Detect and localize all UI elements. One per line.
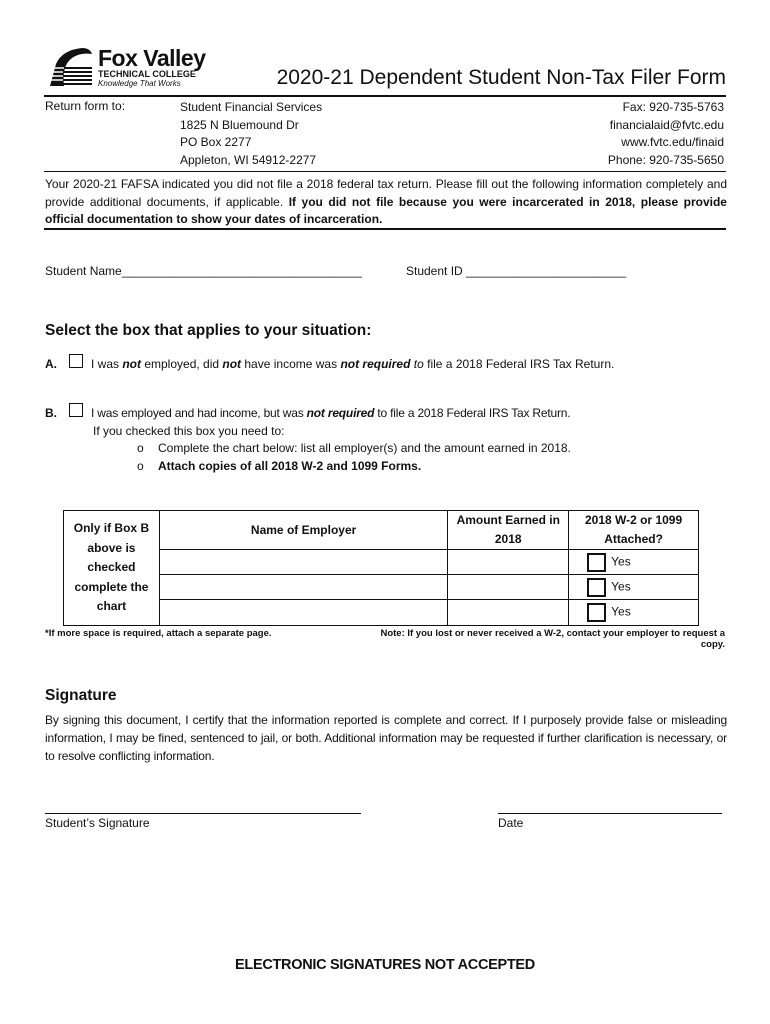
student-name-field[interactable]: Student Name____________________________________ xyxy=(45,264,362,278)
w2-attached-cell xyxy=(569,600,699,626)
header-amount xyxy=(448,511,569,550)
option-a-text-part: I was xyxy=(91,357,123,371)
student-id-field[interactable]: Student ID ________________________ xyxy=(406,264,627,278)
bullet-icon: o xyxy=(137,441,144,455)
employer-chart xyxy=(63,510,699,626)
header-divider xyxy=(44,95,726,97)
yes-label: Yes xyxy=(611,554,631,569)
intro-text: Your 2020-21 FAFSA indicated you did not file a 2018 federal tax return. Please fill out the following information completely and provide additional documents, if applicable. xyxy=(45,177,727,209)
header-amount-line: Amount Earned in xyxy=(456,513,560,527)
amount-earned-cell[interactable] xyxy=(448,550,569,575)
option-a-text-part: have income was xyxy=(241,357,341,371)
student-signature-label: Student’s Signature xyxy=(45,816,150,830)
chart-side-label xyxy=(64,511,160,626)
side-label-line: checked xyxy=(87,560,136,575)
side-label-line: Only if Box B xyxy=(73,521,150,536)
option-a-emphasis: not required xyxy=(340,357,411,371)
side-label-line: chart xyxy=(96,599,127,614)
signature-heading: Signature xyxy=(45,687,117,704)
yes-checkbox[interactable] xyxy=(587,553,606,572)
address-line: Appleton, WI 54912-2277 xyxy=(180,152,317,167)
fax-number: Fax: 920-735-5763 xyxy=(622,100,724,114)
side-label-line: above is xyxy=(87,540,136,555)
employer-name-cell[interactable] xyxy=(159,600,447,626)
address-line: 1825 N Bluemound Dr xyxy=(180,117,299,132)
option-a-checkbox[interactable] xyxy=(69,354,83,368)
yes-label: Yes xyxy=(611,579,631,594)
select-heading: Select the box that applies to your situation: xyxy=(45,322,372,339)
contact-info xyxy=(526,99,724,169)
date-line[interactable] xyxy=(498,813,722,814)
logo-tagline: Knowledge That Works xyxy=(98,79,181,88)
logo-subtitle: TECHNICAL COLLEGE xyxy=(98,69,196,79)
intro-paragraph xyxy=(45,176,727,229)
instruction-item: Complete the chart below: list all employer(s) and the amount earned in 2018. xyxy=(158,441,571,455)
yes-checkbox[interactable] xyxy=(587,603,606,622)
signature-text: By signing this document, I certify that the information reported is complete and correct. If I purposely provide false or misleading information, I may be fined, sentenced to jail, or both. Additional information may be requested if further clarification is necessary, or to resolve conflicting information. xyxy=(45,713,727,763)
instruction-item: Attach copies of all 2018 W-2 and 1099 Forms. xyxy=(158,459,422,473)
student-signature-line[interactable] xyxy=(45,813,361,814)
address-line: PO Box 2277 xyxy=(180,135,252,149)
w2-attached-cell xyxy=(569,550,699,575)
website: www.fvtc.edu/finaid xyxy=(621,135,724,149)
option-b-letter: B. xyxy=(45,406,57,420)
logo-name: Fox Valley xyxy=(98,45,206,71)
return-label: Return form to: xyxy=(45,99,126,113)
option-b-emphasis: not required xyxy=(306,406,375,420)
option-a-italic: to xyxy=(410,357,424,371)
footnote-space: *If more space is required, attach a separate page. xyxy=(45,628,272,639)
address-line: Student Financial Services xyxy=(180,100,323,114)
option-a-text-part: file a 2018 Federal IRS Tax Return. xyxy=(423,357,615,371)
address-divider xyxy=(44,171,726,172)
option-b-instruction: If you checked this box you need to: xyxy=(93,424,285,438)
option-a-text-part: employed, did xyxy=(141,357,223,371)
option-b-text-part: I was employed and had income, but was xyxy=(91,406,307,420)
option-b-checkbox[interactable] xyxy=(69,403,83,417)
option-a-text xyxy=(91,357,614,371)
option-a-letter: A. xyxy=(45,357,57,371)
header-amount-line: 2018 xyxy=(494,532,522,546)
employer-name-cell[interactable] xyxy=(159,575,447,600)
header-w2 xyxy=(569,511,699,550)
email-address: financialaid@fvtc.edu xyxy=(609,117,724,132)
header-w2-line: Attached? xyxy=(604,532,663,546)
form-title: 2020-21 Dependent Student Non-Tax Filer Form xyxy=(276,66,726,89)
amount-earned-cell[interactable] xyxy=(448,600,569,626)
bullet-icon: o xyxy=(137,459,144,473)
intro-bold-text: If you did not file because you were incarcerated in 2018, please provide official documentation to show your dates of incarceration. xyxy=(45,194,727,226)
option-b-text xyxy=(91,406,570,420)
header-w2-line: 2018 W-2 or 1099 xyxy=(584,513,683,527)
employer-name-cell[interactable] xyxy=(159,550,447,575)
yes-checkbox[interactable] xyxy=(587,578,606,597)
footnote-w2: Note: If you lost or never received a W-2, contact your employer to request a copy. xyxy=(380,628,725,650)
w2-attached-cell xyxy=(569,575,699,600)
option-a-emphasis: not xyxy=(122,357,141,371)
amount-earned-cell[interactable] xyxy=(448,575,569,600)
option-a-emphasis: not xyxy=(222,357,242,371)
phone-number: Phone: 920-735-5650 xyxy=(607,152,724,167)
option-b-text-part: to file a 2018 Federal IRS Tax Return. xyxy=(374,406,571,420)
yes-label: Yes xyxy=(611,604,631,619)
fox-logo-icon xyxy=(46,46,94,88)
electronic-signature-notice: ELECTRONIC SIGNATURES NOT ACCEPTED xyxy=(235,957,535,973)
date-label: Date xyxy=(498,816,524,830)
side-label-line: complete the xyxy=(74,579,149,594)
return-address xyxy=(180,99,322,169)
header-employer: Name of Employer xyxy=(159,511,447,550)
college-logo xyxy=(46,46,206,90)
intro-divider xyxy=(44,228,726,230)
